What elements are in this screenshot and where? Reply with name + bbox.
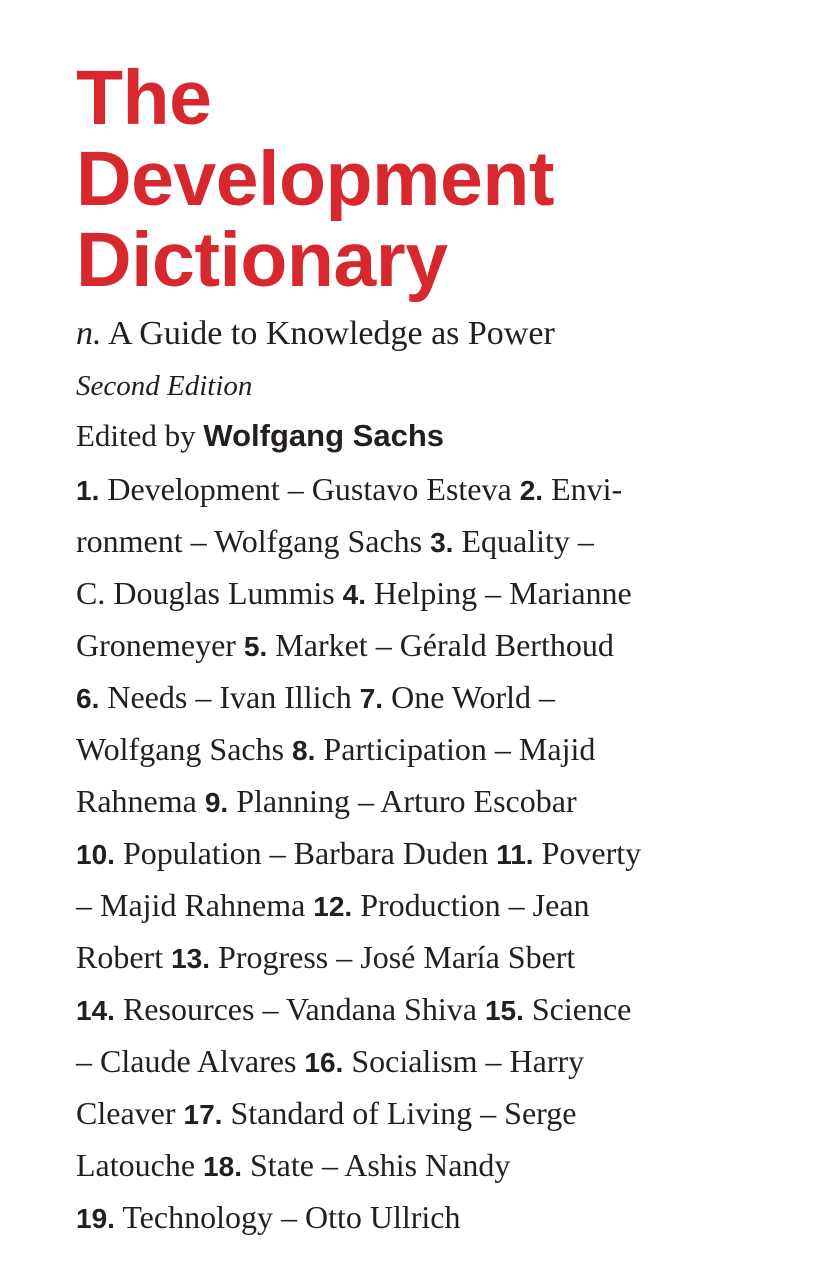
entry-text: Envi- xyxy=(543,471,623,507)
entry-text: – Claude Alvares xyxy=(76,1043,305,1079)
entry-text: State – Ashis Nandy xyxy=(241,1147,511,1183)
entry-number: 19. xyxy=(76,1203,115,1234)
entry-text: Progress – José María Sbert xyxy=(210,939,576,975)
contents-line xyxy=(76,464,641,516)
entry-number: 2. xyxy=(519,475,544,506)
entry-text: Latouche xyxy=(76,1147,204,1183)
contents-line xyxy=(76,880,641,932)
entry-text: Science xyxy=(523,991,632,1027)
entry-number: 18. xyxy=(203,1151,242,1182)
entry-text: Technology – Otto Ullrich xyxy=(114,1199,461,1235)
entry-number: 4. xyxy=(342,579,367,610)
title-line-3: Dictionary xyxy=(76,217,448,303)
contents-line xyxy=(76,1036,641,1088)
entry-number: 16. xyxy=(304,1047,344,1078)
editor-credit xyxy=(76,413,444,459)
entry-number: 8. xyxy=(292,735,316,766)
subtitle-abbreviation: n. xyxy=(76,315,102,352)
contents-line xyxy=(76,1140,641,1192)
entry-text: Resources – Vandana Shiva xyxy=(114,991,485,1027)
book-subtitle xyxy=(76,311,555,357)
title-line-2: Development xyxy=(76,136,555,222)
contents-line xyxy=(76,984,641,1036)
entry-text: Market – Gérald Berthoud xyxy=(267,627,614,663)
contents-line xyxy=(76,620,641,672)
entry-text: C. Douglas Lummis xyxy=(76,575,343,611)
entry-number: 1. xyxy=(76,475,100,506)
contents-line xyxy=(76,776,641,828)
entry-text: Standard of Living – Serge xyxy=(222,1095,577,1131)
entry-text: Development – Gustavo Esteva xyxy=(99,471,520,507)
entry-text: Robert xyxy=(76,939,172,975)
entry-text: Production – Jean xyxy=(352,887,590,923)
entry-text: Gronemeyer xyxy=(76,627,244,663)
contents-line xyxy=(76,724,641,776)
contents-line xyxy=(76,828,641,880)
contents-line xyxy=(76,516,641,568)
entry-text: Rahnema xyxy=(76,783,205,819)
entry-number: 10. xyxy=(76,839,115,870)
book-title xyxy=(76,55,555,303)
contents-line xyxy=(76,672,641,724)
entry-number: 7. xyxy=(359,683,384,714)
title-line-1: The xyxy=(76,55,212,141)
entry-text: Needs – Ivan Illich xyxy=(99,679,360,715)
entry-number: 17. xyxy=(183,1099,223,1130)
entry-text: Planning – Arturo Escobar xyxy=(228,783,577,819)
entry-number: 9. xyxy=(204,787,229,818)
entry-text: Population – Barbara Duden xyxy=(114,835,497,871)
contents-line xyxy=(76,1192,641,1244)
entry-number: 11. xyxy=(496,839,534,870)
entry-text: Socialism – Harry xyxy=(343,1043,585,1079)
editor-name: Wolfgang Sachs xyxy=(203,418,444,453)
editor-prefix: Edited by xyxy=(76,418,204,453)
entry-text: – Majid Rahnema xyxy=(76,887,314,923)
entry-text: Cleaver xyxy=(76,1095,184,1131)
entry-text: One World – xyxy=(383,679,555,715)
contents-list xyxy=(76,464,641,1244)
entry-number: 13. xyxy=(171,943,211,974)
entry-text: Equality – xyxy=(453,523,594,559)
entry-text: Participation – Majid xyxy=(315,731,596,767)
subtitle-text: A Guide to Knowledge as Power xyxy=(101,315,555,352)
contents-line xyxy=(76,568,641,620)
contents-line xyxy=(76,932,641,984)
entry-number: 5. xyxy=(243,631,268,662)
entry-number: 14. xyxy=(76,995,115,1026)
contents-line xyxy=(76,1088,641,1140)
entry-number: 6. xyxy=(76,683,100,714)
edition-label: Second Edition xyxy=(76,370,253,402)
entry-text: Helping – Marianne xyxy=(366,575,632,611)
entry-number: 15. xyxy=(484,995,524,1026)
entry-text: Poverty xyxy=(533,835,642,871)
entry-text: Wolfgang Sachs xyxy=(76,731,293,767)
entry-text: ronment – Wolfgang Sachs xyxy=(76,523,431,559)
entry-number: 12. xyxy=(313,891,353,922)
entry-number: 3. xyxy=(430,527,454,558)
